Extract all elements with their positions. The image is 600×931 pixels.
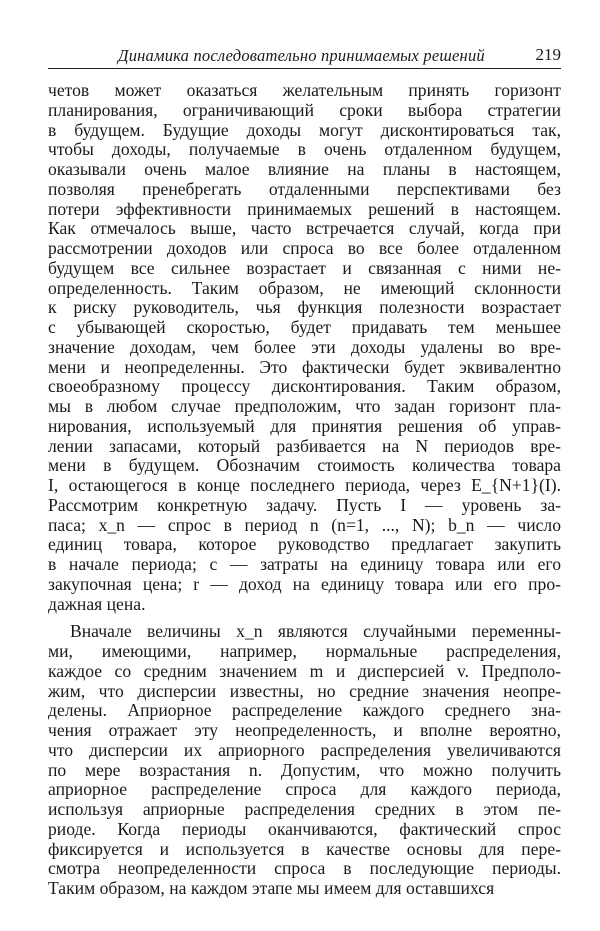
text-line: к риску руководитель, чья функция полезности возрастает	[48, 297, 561, 318]
text-line: определенность. Таким образом, не имеющий склонности	[48, 277, 561, 298]
text-line: своеобразному процессу дисконтирования. Таким образом,	[48, 376, 561, 397]
running-header	[48, 44, 561, 69]
text-line: делены. Априорное распределение каждого среднего зна-	[48, 700, 561, 721]
text-line: Вначале величины x_n являются случайными переменны-	[70, 621, 561, 642]
text-line: дажная цена.	[48, 593, 146, 614]
text-line: чения отражает эту неопределенность, и вполне вероятно,	[48, 720, 561, 740]
text-line: потери эффективности принимаемых решений в настоящем.	[48, 198, 561, 219]
text-line: рассмотрении доходов или спроса во все более отдаленном	[48, 238, 561, 258]
text-line: паса; x_n — спрос в период n (n=1, ..., N); b_n — число	[48, 514, 561, 535]
text-line: каждое со средним значением m и дисперсией v. Предполо-	[48, 660, 561, 681]
text-line: планирования, ограничивающий сроки выбора стратегии	[48, 99, 561, 120]
text-line: I, остающегося в конце последнего периода, через E_{N+1}(I).	[48, 475, 561, 495]
text-line: что дисперсии их априорного распределения увеличиваются	[48, 739, 561, 760]
text-line: фиксируется и используется в качестве основы для пере-	[48, 838, 561, 859]
text-line: оказывали очень малое влияние на планы в настоящем,	[48, 159, 561, 179]
text-line: в будущем. Будущие доходы могут дисконтироваться так,	[48, 119, 561, 140]
text-line: по мере возрастания n. Допустим, что можно получить	[48, 759, 561, 780]
text-line: в начале периода; c — затраты на единицу товара или его	[48, 554, 561, 574]
text-line: Рассмотрим конкретную задачу. Пусть I — уровень за-	[48, 494, 561, 515]
text-line: жим, что дисперсии известны, но средние значения неопре-	[48, 680, 561, 701]
text-line: мени в будущем. Обозначим стоимость количества товара	[48, 455, 561, 476]
text-line: закупочная цена; r — доход на единицу товара или его про-	[48, 573, 561, 594]
text-line: мени и неопределенны. Это фактически будет эквивалентно	[48, 356, 561, 377]
text-line: риоде. Когда периоды оканчиваются, фактический спрос	[48, 818, 561, 839]
text-line: нирования, используемый для принятия решения об управ-	[48, 415, 561, 436]
text-line: смотра неопределенности спроса в последующие периоды.	[48, 858, 561, 879]
body-text	[48, 81, 561, 899]
text-line: чтобы доходы, получаемые в очень отдаленном будущем,	[48, 139, 561, 160]
text-line: с убывающей скоростью, будет придавать тем меньшее	[48, 317, 561, 337]
running-title: Динамика последовательно принимаемых решений	[118, 46, 485, 65]
text-line: мы в любом случае предположим, что задан горизонт пла-	[48, 396, 561, 416]
text-line: единиц товара, которое руководство предлагает закупить	[48, 534, 561, 555]
text-line: позволяя пренебрегать отдаленными перспективами без	[48, 178, 561, 199]
page-number: 219	[535, 45, 561, 64]
text-line: используя априорные распределения средних в этом пе-	[48, 799, 561, 819]
text-line: ми, имеющими, например, нормальные распределения,	[48, 641, 561, 661]
text-line: Как отмечалось выше, часто встречается случай, когда при	[48, 218, 561, 239]
text-line: значение доходам, чем более эти доходы удалены во вре-	[48, 336, 561, 357]
text-line: априорное распределение спроса для каждого периода,	[48, 779, 561, 800]
text-line: Таким образом, на каждом этапе мы имеем для оставшихся	[48, 878, 495, 898]
text-line: будущем все сильнее возрастает и связанная с ними не-	[48, 257, 561, 278]
text-line: четов может оказаться желательным принять горизонт	[48, 80, 561, 100]
text-line: лении запасами, который разбивается на N периодов вре-	[48, 435, 561, 456]
